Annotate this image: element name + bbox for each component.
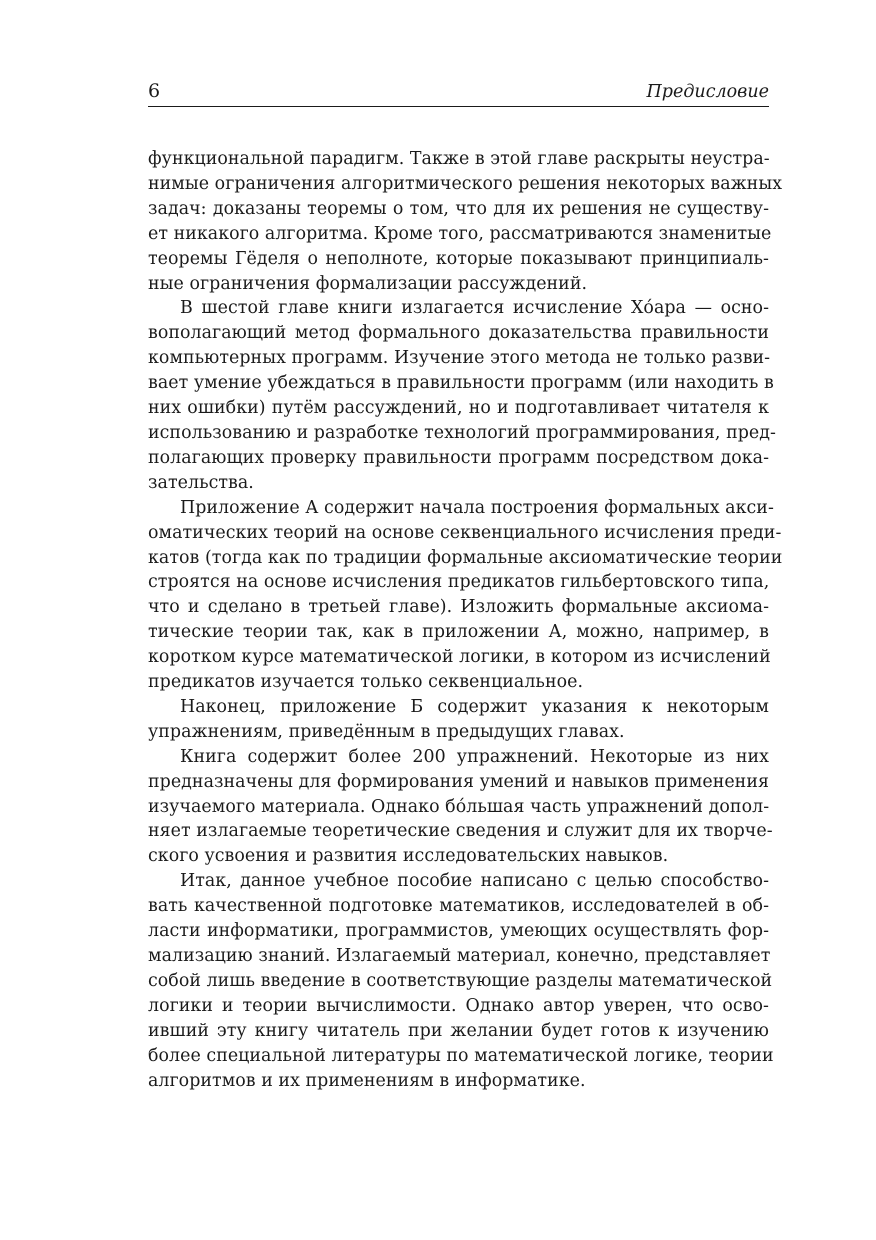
- paragraph-3: [148, 496, 783, 695]
- text-line: коротком курсе математической логики, в котором из исчислений: [148, 647, 771, 668]
- text-line: строятся на основе исчисления предикатов гильбертовского типа,: [148, 572, 770, 593]
- text-line: ласти информатики, программистов, умеющих осуществлять фор-: [148, 921, 769, 942]
- text-line: катов (тогда как по традиции формальные аксиоматические теории: [148, 547, 783, 568]
- running-head: [148, 78, 769, 107]
- page-number: 6: [148, 80, 161, 102]
- text-line: задач: доказаны теоремы о том, что для их решения не существу-: [148, 198, 769, 219]
- text-line: Приложение А содержит начала построения формальных акси-: [180, 497, 774, 518]
- text-line: теоремы Гёделя о неполноте, которые показывают принципиаль-: [148, 248, 769, 269]
- text-line: полагающих проверку правильности программ посредством дока-: [148, 447, 769, 468]
- text-line: вополагающий метод формального доказательства правильности: [148, 323, 769, 344]
- text-line: компьютерных программ. Изучение этого метода не только разви-: [148, 348, 771, 369]
- text-line: собой лишь введение в соответствующие разделы математической: [148, 970, 773, 991]
- paragraph-2: [148, 296, 776, 495]
- text-line: ет никакого алгоритма. Кроме того, рассматриваются знаменитые: [148, 223, 772, 244]
- text-line: няет излагаемые теоретические сведения и служит для их творче-: [148, 821, 773, 842]
- text-line: Итак, данное учебное пособие написано с целью способство-: [180, 871, 769, 892]
- text-line: алгоритмов и их применениям в информатике.: [148, 1070, 586, 1091]
- text-line: ные ограничения формализации рассуждений.: [148, 273, 588, 294]
- text-line: нимые ограничения алгоритмического решения некоторых важных: [148, 173, 783, 194]
- running-title: Предисловие: [646, 82, 769, 102]
- paragraph-1: [148, 147, 783, 296]
- text-line: что и сделано в третьей главе). Изложить формальные аксиома-: [148, 597, 769, 618]
- text-line: более специальной литературы по математической логике, теории: [148, 1045, 774, 1066]
- paragraph-5: [148, 745, 773, 870]
- text-line: ского усвоения и развития исследовательских навыков.: [148, 846, 669, 867]
- text-line: предназначены для формирования умений и навыков применения: [148, 771, 769, 792]
- text-line: Наконец, приложение Б содержит указания к некоторым: [180, 696, 769, 717]
- text-body: [148, 147, 783, 1093]
- text-line: зательства.: [148, 472, 254, 493]
- text-line: них ошибки) путём рассуждений, но и подготавливает читателя к: [148, 398, 769, 419]
- text-line: логики и теории вычислимости. Однако автор уверен, что осво-: [148, 995, 769, 1016]
- text-line: использованию и разработке технологий программирования, пред-: [148, 422, 776, 443]
- text-line: Книга содержит более 200 упражнений. Некоторые из них: [180, 746, 769, 767]
- text-line: вает умение убеждаться в правильности программ (или находить в: [148, 373, 774, 394]
- text-line: оматических теорий на основе секвенциального исчисления преди-: [148, 522, 782, 543]
- text-line: предикатов изучается только секвенциальное.: [148, 672, 584, 693]
- paragraph-6: [148, 869, 774, 1093]
- text-line: упражнениям, приведённым в предыдущих главах.: [148, 721, 625, 742]
- text-line: функциональной парадигм. Также в этой главе раскрыты неустра-: [148, 149, 770, 169]
- text-line: ивший эту книгу читатель при желании будет готов к изучению: [148, 1020, 769, 1041]
- text-line: изучаемого материала. Однако бóльшая часть упражнений допол-: [148, 796, 770, 817]
- text-line: вать качественной подготовке математиков, исследователей в об-: [148, 896, 769, 917]
- text-line: мализацию знаний. Излагаемый материал, конечно, представляет: [148, 946, 771, 966]
- paragraph-4: [148, 695, 769, 745]
- text-line: В шестой главе книги излагается исчисление Хóара — осно-: [180, 298, 769, 319]
- text-line: тические теории так, как в приложении А, можно, например, в: [148, 622, 769, 643]
